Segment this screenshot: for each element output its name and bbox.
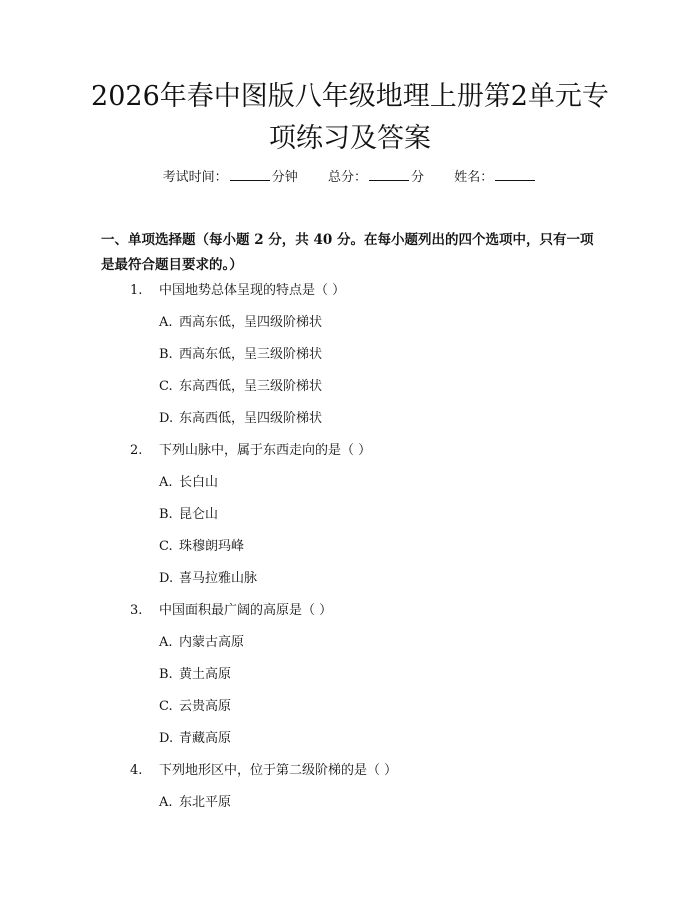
option-letter: A.: [159, 795, 173, 810]
exam-time-unit: 分钟: [271, 170, 298, 185]
option-letter: D.: [159, 411, 174, 426]
exam-time-blank: [230, 168, 270, 181]
option-3a: [159, 634, 244, 652]
student-name-field: [454, 168, 537, 187]
option-1d: [159, 410, 322, 428]
option-1b: [159, 346, 322, 364]
option-2c: [159, 538, 244, 556]
option-text: 西高东低，呈四级阶梯状: [179, 315, 323, 330]
question-stem: 下列山脉中，属于东西走向的是（ ）: [159, 443, 372, 458]
option-text: 青藏高原: [179, 731, 232, 746]
total-score-field: [328, 168, 424, 187]
document-title: 2026年春中图版八年级地理上册第2单元专项练习及答案: [91, 81, 609, 154]
option-text: 长白山: [179, 475, 219, 490]
section-heading: 一、单项选择题（每小题 2 分，共 40 分。在每小题列出的四个选项中，只有一项是最符合题目要求的。）: [101, 232, 594, 273]
option-1c: [159, 378, 322, 396]
option-text: 喜马拉雅山脉: [179, 571, 258, 586]
option-2a: [159, 474, 218, 492]
option-letter: C.: [159, 379, 173, 394]
exam-time-field: [163, 168, 298, 187]
option-text: 黄土高原: [179, 667, 232, 682]
option-letter: C.: [159, 699, 173, 714]
option-text: 东高西低，呈四级阶梯状: [179, 411, 323, 426]
option-3b: [159, 666, 231, 684]
student-name-blank: [495, 168, 535, 181]
option-text: 昆仑山: [179, 507, 219, 522]
option-letter: C.: [159, 539, 173, 554]
option-letter: A.: [159, 635, 173, 650]
total-score-label: 总分：: [327, 170, 367, 185]
question-number: 4.: [130, 763, 143, 778]
option-letter: B.: [159, 347, 173, 362]
question-3: [130, 602, 332, 620]
option-letter: B.: [159, 507, 173, 522]
option-text: 西高东低，呈三级阶梯状: [179, 347, 323, 362]
question-number: 2.: [130, 443, 143, 458]
question-number: 3.: [130, 603, 143, 618]
option-letter: A.: [159, 315, 173, 330]
option-3d: [159, 730, 231, 748]
question-4: [130, 762, 397, 780]
question-stem: 下列地形区中，位于第二级阶梯的是（ ）: [159, 763, 398, 778]
option-letter: A.: [159, 475, 173, 490]
option-letter: B.: [159, 667, 173, 682]
option-text: 珠穆朗玛峰: [179, 539, 245, 554]
option-text: 云贵高原: [179, 699, 232, 714]
option-text: 东北平原: [179, 795, 232, 810]
question-1: [130, 282, 345, 300]
total-score-unit: 分: [411, 170, 425, 185]
question-stem: 中国地势总体呈现的特点是（ ）: [159, 283, 346, 298]
option-text: 东高西低，呈三级阶梯状: [179, 379, 323, 394]
exam-time-label: 考试时间：: [162, 170, 228, 185]
question-stem: 中国面积最广阔的高原是（ ）: [159, 603, 333, 618]
exam-info-line: [0, 168, 700, 187]
option-3c: [159, 698, 231, 716]
question-2: [130, 442, 371, 460]
option-4a: [159, 794, 231, 812]
total-score-blank: [369, 168, 409, 181]
student-name-label: 姓名：: [454, 170, 494, 185]
option-1a: [159, 314, 322, 332]
option-letter: D.: [159, 571, 174, 586]
option-letter: D.: [159, 731, 174, 746]
question-number: 1.: [130, 283, 143, 298]
option-text: 内蒙古高原: [179, 635, 245, 650]
option-2b: [159, 506, 218, 524]
option-2d: [159, 570, 257, 588]
